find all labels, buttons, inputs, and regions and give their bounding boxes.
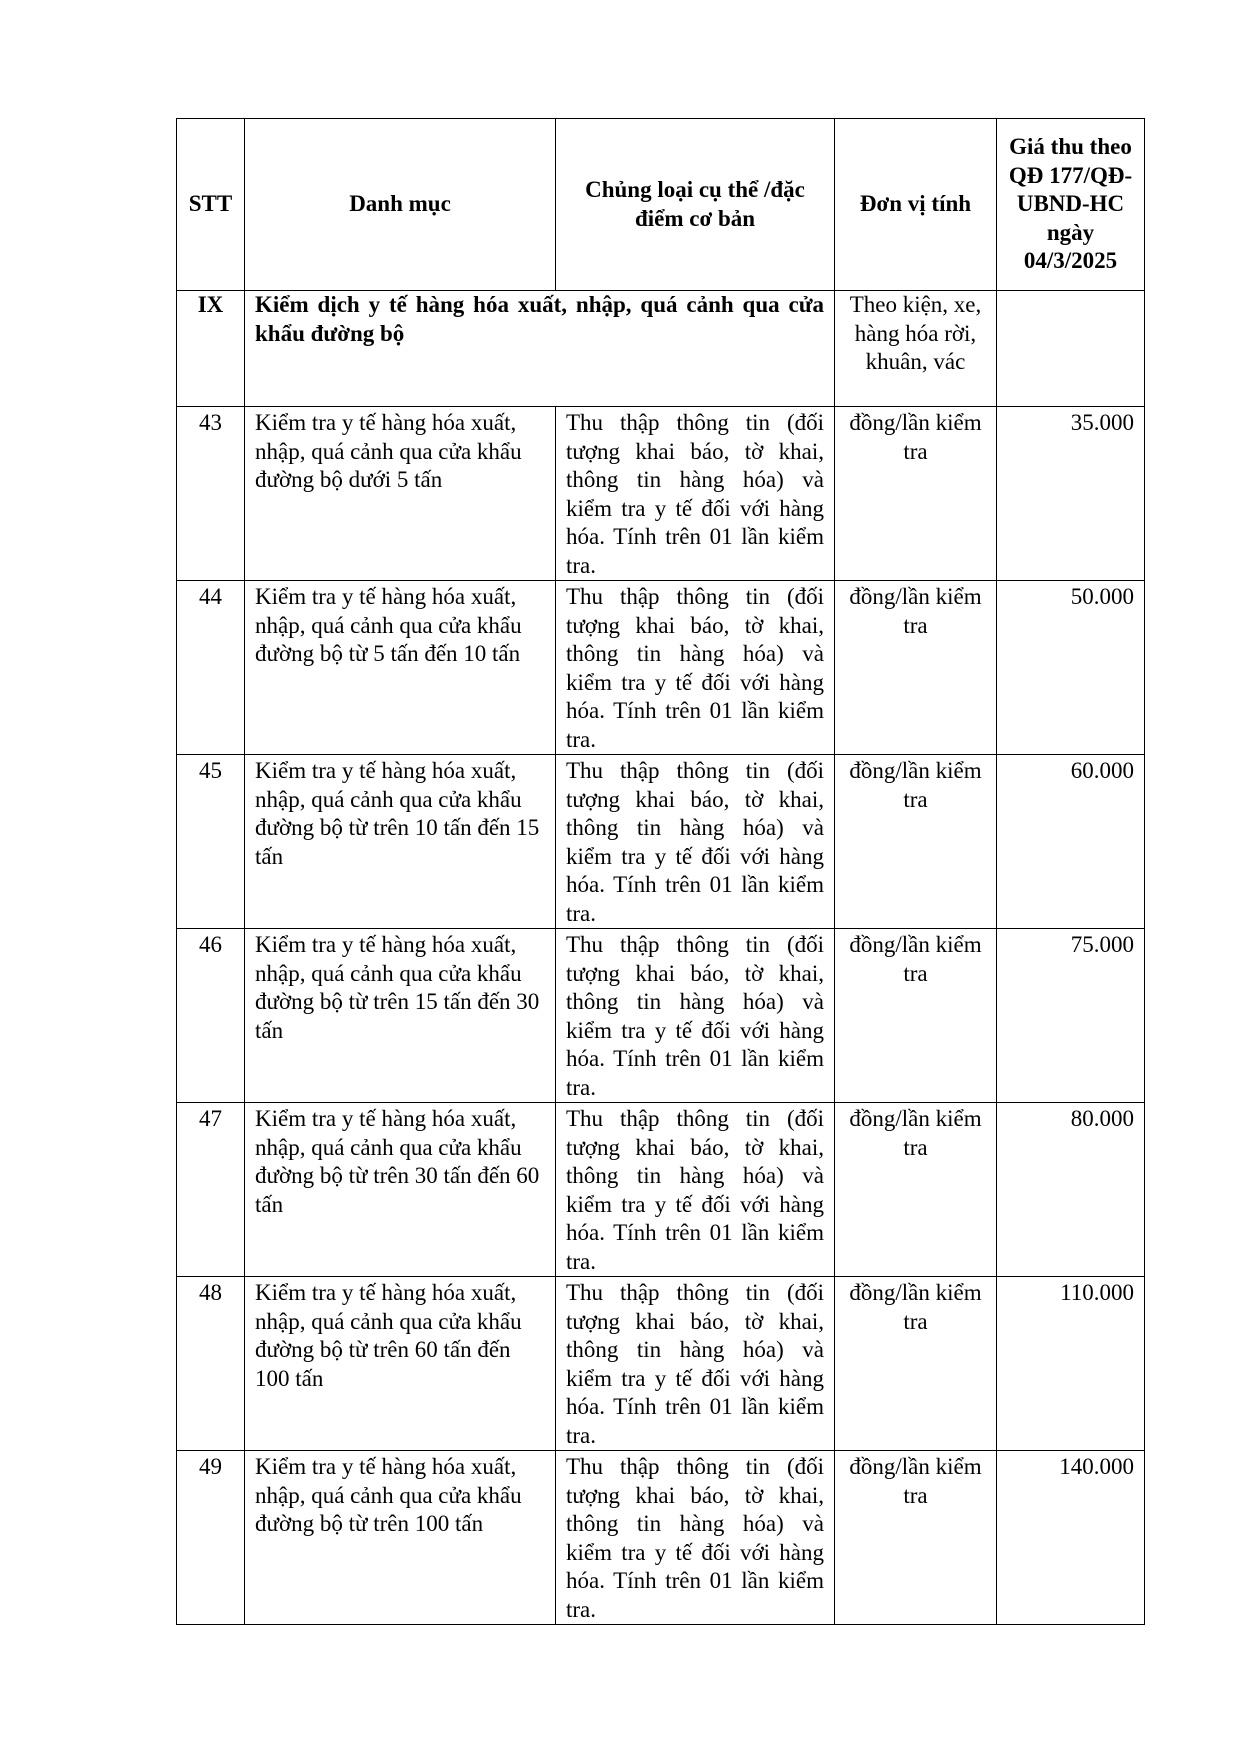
row-stt: 43 [177,407,245,581]
row-stt: 46 [177,929,245,1103]
row-gia: 60.000 [997,755,1145,929]
row-don-vi: đồng/lần kiểm tra [835,929,997,1103]
header-danh-muc: Danh mục [245,119,556,291]
section-stt: IX [177,291,245,407]
table-row [177,1277,1145,1451]
row-danh-muc: Kiểm tra y tế hàng hóa xuất, nhập, quá cảnh qua cửa khẩu đường bộ dưới 5 tấn [245,407,556,581]
table-row [177,1103,1145,1277]
row-chung-loai: Thu thập thông tin (đối tượng khai báo, tờ khai, thông tin hàng hóa) và kiểm tra y tế đối với hàng hóa. Tính trên 01 lần kiểm tra. [556,755,835,929]
header-don-vi: Đơn vị tính [835,119,997,291]
table-row [177,407,1145,581]
header-gia-thu: Giá thu theo QĐ 177/QĐ-UBND-HC ngày 04/3/2025 [997,119,1145,291]
row-gia: 110.000 [997,1277,1145,1451]
row-danh-muc: Kiểm tra y tế hàng hóa xuất, nhập, quá cảnh qua cửa khẩu đường bộ từ trên 100 tấn [245,1451,556,1625]
section-unit: Theo kiện, xe, hàng hóa rời, khuân, vác [835,291,997,407]
row-chung-loai: Thu thập thông tin (đối tượng khai báo, tờ khai, thông tin hàng hóa) và kiểm tra y tế đối với hàng hóa. Tính trên 01 lần kiểm tra. [556,929,835,1103]
row-danh-muc: Kiểm tra y tế hàng hóa xuất, nhập, quá cảnh qua cửa khẩu đường bộ từ trên 15 tấn đến 30 tấn [245,929,556,1103]
row-danh-muc: Kiểm tra y tế hàng hóa xuất, nhập, quá cảnh qua cửa khẩu đường bộ từ trên 30 tấn đến 60 tấn [245,1103,556,1277]
table-row [177,581,1145,755]
row-gia: 35.000 [997,407,1145,581]
row-danh-muc: Kiểm tra y tế hàng hóa xuất, nhập, quá cảnh qua cửa khẩu đường bộ từ trên 10 tấn đến 15 tấn [245,755,556,929]
row-chung-loai: Thu thập thông tin (đối tượng khai báo, tờ khai, thông tin hàng hóa) và kiểm tra y tế đối với hàng hóa. Tính trên 01 lần kiểm tra. [556,1277,835,1451]
row-gia: 140.000 [997,1451,1145,1625]
row-don-vi: đồng/lần kiểm tra [835,581,997,755]
table-header-row [177,119,1145,291]
row-chung-loai: Thu thập thông tin (đối tượng khai báo, tờ khai, thông tin hàng hóa) và kiểm tra y tế đối với hàng hóa. Tính trên 01 lần kiểm tra. [556,407,835,581]
header-chung-loai: Chủng loại cụ thể /đặc điểm cơ bản [556,119,835,291]
header-stt: STT [177,119,245,291]
section-price-empty [997,291,1145,407]
row-don-vi: đồng/lần kiểm tra [835,407,997,581]
row-stt: 48 [177,1277,245,1451]
row-danh-muc: Kiểm tra y tế hàng hóa xuất, nhập, quá cảnh qua cửa khẩu đường bộ từ 5 tấn đến 10 tấn [245,581,556,755]
section-title: Kiểm dịch y tế hàng hóa xuất, nhập, quá cảnh qua cửa khẩu đường bộ [245,291,835,407]
row-chung-loai: Thu thập thông tin (đối tượng khai báo, tờ khai, thông tin hàng hóa) và kiểm tra y tế đối với hàng hóa. Tính trên 01 lần kiểm tra. [556,1451,835,1625]
table-body [177,407,1145,1625]
row-danh-muc: Kiểm tra y tế hàng hóa xuất, nhập, quá cảnh qua cửa khẩu đường bộ từ trên 60 tấn đến 100 tấn [245,1277,556,1451]
row-don-vi: đồng/lần kiểm tra [835,755,997,929]
row-stt: 44 [177,581,245,755]
price-table [176,118,1145,1625]
row-stt: 45 [177,755,245,929]
row-don-vi: đồng/lần kiểm tra [835,1103,997,1277]
table-row [177,1451,1145,1625]
table-row [177,755,1145,929]
table-row [177,929,1145,1103]
row-chung-loai: Thu thập thông tin (đối tượng khai báo, tờ khai, thông tin hàng hóa) và kiểm tra y tế đối với hàng hóa. Tính trên 01 lần kiểm tra. [556,581,835,755]
row-don-vi: đồng/lần kiểm tra [835,1277,997,1451]
row-stt: 47 [177,1103,245,1277]
row-gia: 50.000 [997,581,1145,755]
row-gia: 75.000 [997,929,1145,1103]
row-don-vi: đồng/lần kiểm tra [835,1451,997,1625]
row-chung-loai: Thu thập thông tin (đối tượng khai báo, tờ khai, thông tin hàng hóa) và kiểm tra y tế đối với hàng hóa. Tính trên 01 lần kiểm tra. [556,1103,835,1277]
row-stt: 49 [177,1451,245,1625]
section-row [177,291,1145,407]
row-gia: 80.000 [997,1103,1145,1277]
